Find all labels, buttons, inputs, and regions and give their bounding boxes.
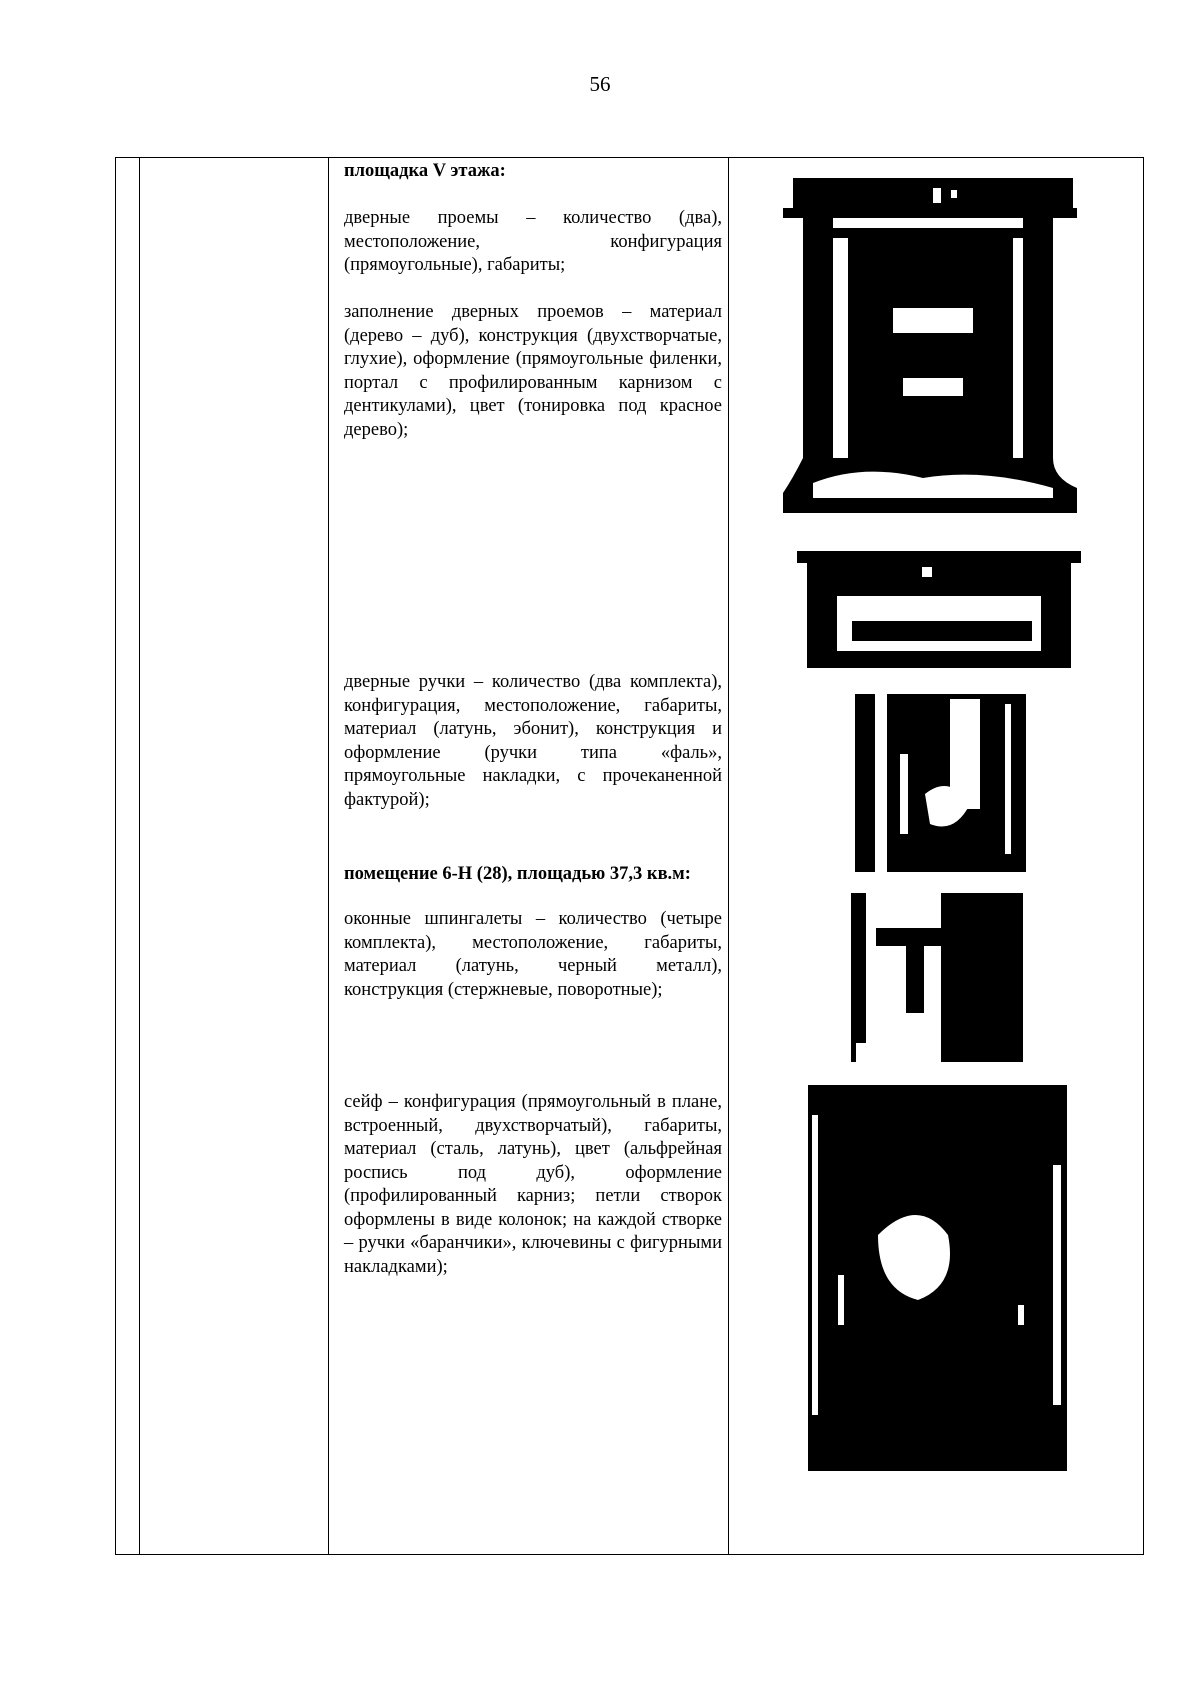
portal-cornice-photo [797, 551, 1081, 668]
list-item: дверные ручки – количество (два комплекта), конфигурация, местоположение, габариты, материал (латунь, эбонит), конструкция и оформление (ручки типа «фаль», прямоугольные накладки, с прочеканенной фактурой); [344, 672, 722, 810]
list-item: сейф – конфигурация (прямоугольный в плане, встроенный, двухстворчатый), габариты, материал (сталь, латунь), цвет (альфрейная роспись под дуб), оформление (профилированный карниз; петли створок оформлены в виде колонок; на каждой створке – ручки «баранчики», ключевины с фигурными накладками); [344, 1092, 722, 1277]
list-item: заполнение дверных проемов – материал (дерево – дуб), конструкция (двухстворчатые, глухие), оформление (прямоугольные филенки, портал с профилированным карнизом с дентикулами), цвет (тонировка под красное дерево); [344, 302, 722, 440]
column-divider [728, 158, 729, 1554]
room-title: помещение 6-Н (28), площадью 37,3 кв.м: [344, 864, 691, 884]
door-handle-photo [855, 694, 1026, 872]
doorway-photo [783, 178, 1077, 513]
safe-photo [808, 1085, 1067, 1471]
window-latch-photo [851, 893, 1023, 1062]
column-divider [139, 158, 140, 1554]
list-item: оконные шпингалеты – количество (четыре комплекта), местоположение, габариты, материал (латунь, черный металл), конструкция (стержневые, поворотные); [344, 909, 722, 1000]
description-column [334, 158, 722, 1554]
section-title: площадка V этажа: [344, 161, 506, 181]
column-divider [328, 158, 329, 1554]
page-number: 56 [589, 72, 611, 96]
list-item: дверные проемы – количество (два), местоположение, конфигурация (прямоугольные), габариты; [344, 208, 722, 275]
